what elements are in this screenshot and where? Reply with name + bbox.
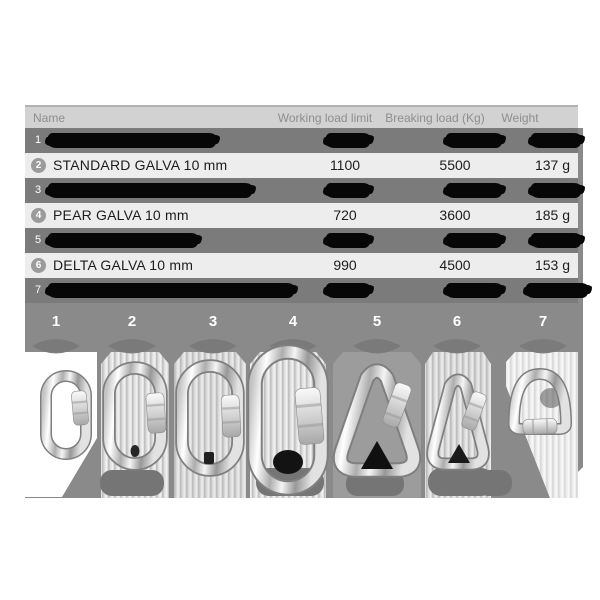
redacted-name — [47, 133, 217, 148]
working-load-value: 720 — [333, 207, 357, 223]
breaking-load-value: 4500 — [439, 257, 471, 273]
redacted-working-load — [325, 183, 371, 198]
table-row-2 — [25, 153, 578, 178]
redacted-name — [47, 233, 199, 248]
row-number-badge: 2 — [31, 158, 46, 173]
table-row-6 — [25, 253, 578, 278]
redacted-name — [47, 183, 253, 198]
redacted-breaking-load — [445, 133, 503, 148]
column-header-name: Name — [33, 111, 66, 125]
redacted-working-load — [325, 283, 371, 298]
gallery-number-5: 5 — [372, 313, 382, 330]
working-load-value: 990 — [333, 257, 357, 273]
gallery-number-4: 4 — [288, 313, 298, 330]
redacted-weight — [530, 183, 582, 198]
redacted-breaking-load — [445, 183, 503, 198]
redacted-weight — [525, 283, 589, 298]
column-header-weight: Weight — [501, 111, 539, 125]
weight-value: 137 g — [534, 157, 570, 173]
spec-table — [25, 105, 578, 303]
product-name: STANDARD GALVA 10 mm — [53, 157, 228, 173]
row-number: 3 — [35, 184, 42, 196]
breaking-load-value: 5500 — [439, 157, 471, 173]
column-header-working-load: Working load limit — [277, 111, 373, 125]
table-row-3-redacted — [25, 178, 578, 203]
redacted-breaking-load — [445, 283, 503, 298]
gallery-number-6: 6 — [452, 313, 462, 330]
weight-value: 153 g — [534, 257, 570, 273]
redacted-working-load — [325, 233, 371, 248]
table-header-row — [25, 105, 578, 128]
working-load-value: 1100 — [329, 157, 361, 173]
row-number: 1 — [35, 134, 42, 146]
gallery-number-1: 1 — [51, 313, 61, 330]
row-number: 5 — [35, 234, 42, 246]
product-name: DELTA GALVA 10 mm — [53, 257, 194, 273]
table-row-4 — [25, 203, 578, 228]
table-row-1-redacted — [25, 128, 578, 153]
gallery-number-7: 7 — [538, 313, 548, 330]
gallery-number-2: 2 — [127, 313, 137, 330]
product-name: PEAR GALVA 10 mm — [53, 207, 189, 223]
row-number-badge: 4 — [31, 208, 46, 223]
redacted-working-load — [325, 133, 371, 148]
table-row-7-redacted — [25, 278, 578, 303]
breaking-load-value: 3600 — [439, 207, 471, 223]
redacted-name — [47, 283, 295, 298]
column-header-breaking-load: Breaking load (Kg) — [385, 111, 485, 125]
gallery-number-3: 3 — [208, 313, 218, 330]
redacted-weight — [530, 233, 582, 248]
redacted-breaking-load — [445, 233, 503, 248]
redacted-weight — [530, 133, 582, 148]
row-number-badge: 6 — [31, 258, 46, 273]
weight-value: 185 g — [534, 207, 570, 223]
table-row-5-redacted — [25, 228, 578, 253]
row-number: 7 — [35, 284, 42, 296]
